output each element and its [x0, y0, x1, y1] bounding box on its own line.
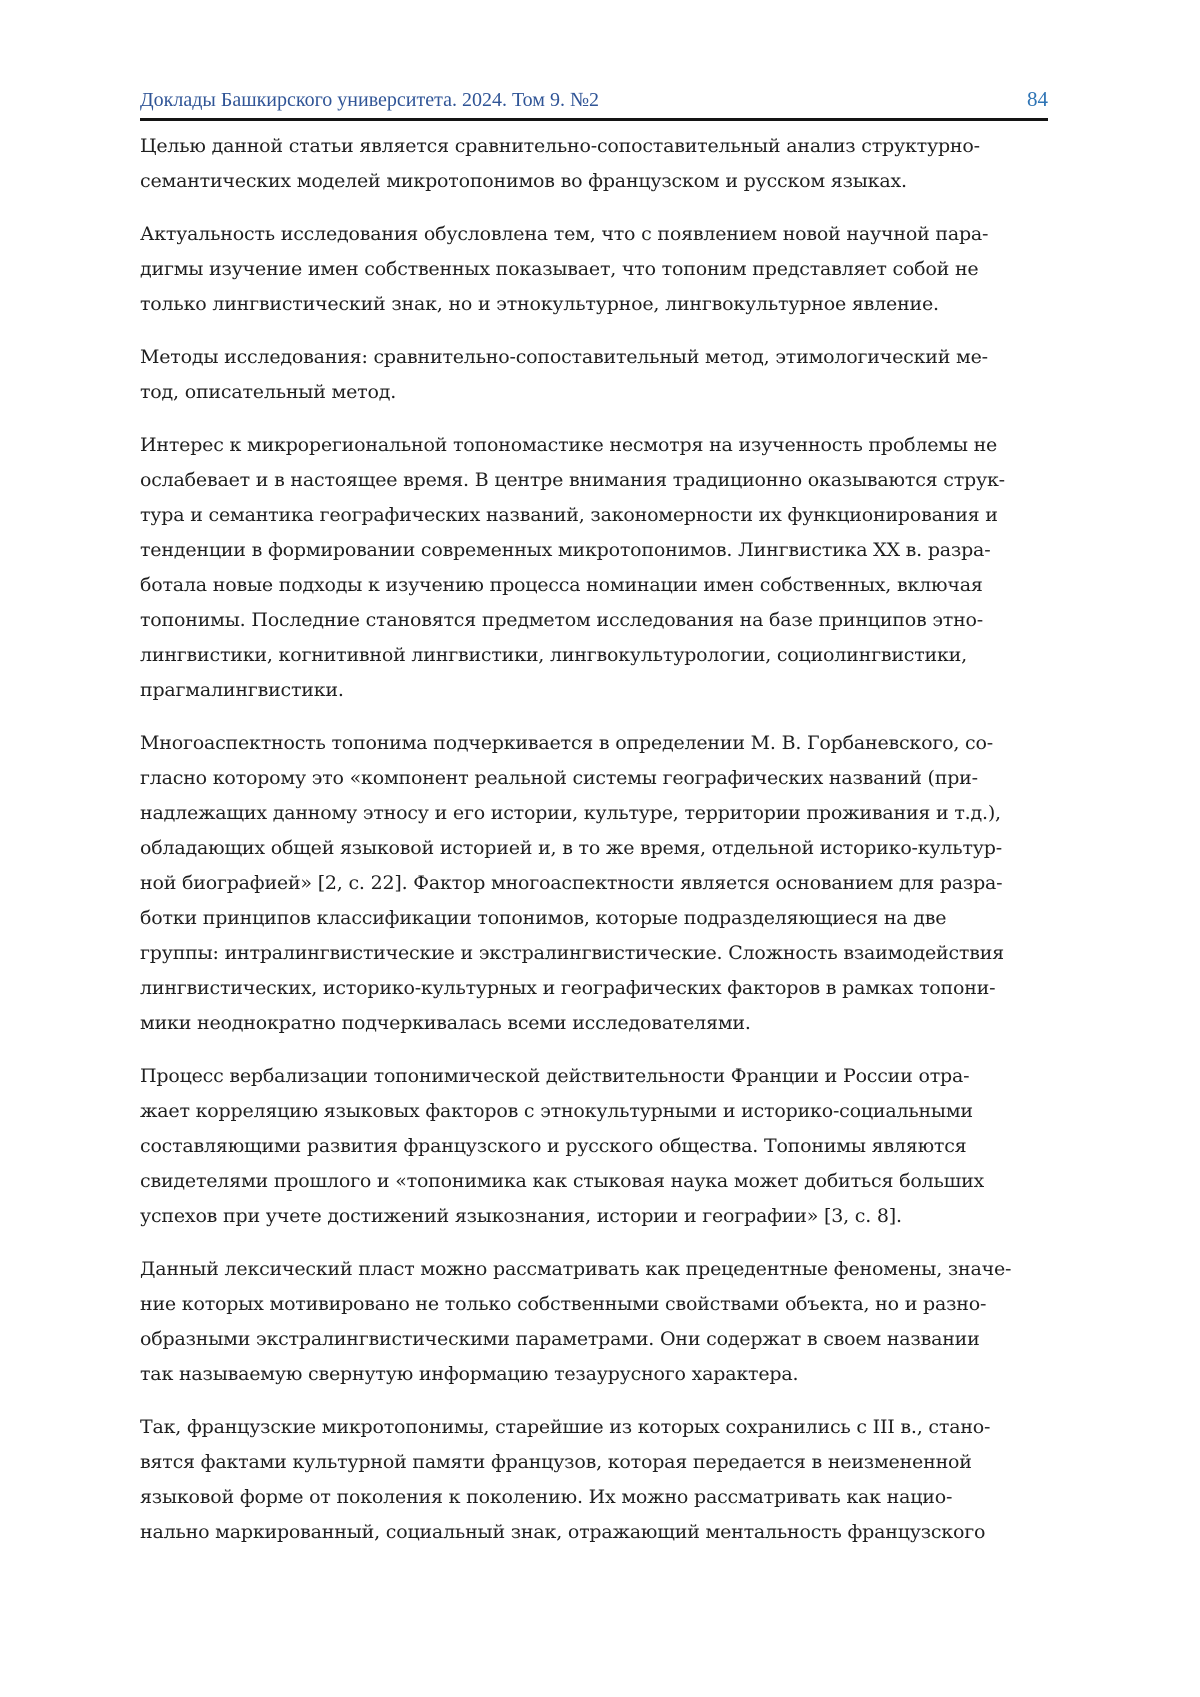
text-line: нально маркированный, социальный знак, отражающий ментальность французского: [140, 1521, 986, 1543]
text-line: свидетелями прошлого и «топонимика как стыковая наука может добиться больших: [140, 1170, 985, 1192]
text-line: языковой форме от поколения к поколению. Их можно рассматривать как нацио-: [140, 1486, 953, 1508]
text-line: тенденции в формировании современных микротопонимов. Лингвистика XX в. разра-: [140, 539, 991, 561]
text-line: гласно которому это «компонент реальной системы географических названий (при-: [140, 767, 978, 789]
paragraph: [140, 428, 1048, 708]
text-line: Многоаспектность топонима подчеркивается в определении М. В. Горбаневского, со-: [140, 732, 993, 754]
text-line: ботала новые подходы к изучению процесса номинации имен собственных, включая: [140, 574, 983, 596]
text-line: Методы исследования: сравнительно-сопоставительный метод, этимологический ме-: [140, 346, 988, 368]
text-line: надлежащих данному этносу и его истории, культуре, территории проживания и т.д.),: [140, 802, 1001, 824]
text-line: Данный лексический пласт можно рассматривать как прецедентные феномены, значе-: [140, 1258, 1012, 1280]
text-line: прагмалингвистики.: [140, 679, 344, 701]
text-line: лингвистических, историко-культурных и географических факторов в рамках топони-: [140, 977, 996, 999]
text-line: образными экстралингвистическими параметрами. Они содержат в своем названии: [140, 1328, 980, 1350]
text-line: Целью данной статьи является сравнительно-сопоставительный анализ структурно-: [140, 135, 980, 157]
paragraph: [140, 217, 1048, 322]
text-line: Так, французские микротопонимы, старейшие из которых сохранились с III в., стано-: [140, 1416, 991, 1438]
text-line: ной биографией» [2, с. 22]. Фактор многоаспектности является основанием для разра-: [140, 872, 1003, 894]
text-line: топонимы. Последние становятся предметом исследования на базе принципов этно-: [140, 609, 984, 631]
text-line: обладающих общей языковой историей и, в то же время, отдельной историко-культур-: [140, 837, 1002, 859]
text-line: группы: интралингвистические и экстралингвистические. Сложность взаимодействия: [140, 942, 1004, 964]
article-body: [140, 129, 1048, 1568]
paragraph: [140, 1059, 1048, 1234]
paragraph: [140, 1252, 1048, 1392]
page-header: [140, 86, 1048, 113]
text-line: ослабевает и в настоящее время. В центре внимания традиционно оказываются струк-: [140, 469, 1005, 491]
paragraph: [140, 1410, 1048, 1550]
text-line: мики неоднократно подчеркивалась всеми исследователями.: [140, 1012, 751, 1034]
text-line: только лингвистический знак, но и этнокультурное, лингвокультурное явление.: [140, 293, 939, 315]
text-line: ботки принципов классификации топонимов, которые подразделяющиеся на две: [140, 907, 947, 929]
text-line: так называемую свернутую информацию тезаурусного характера.: [140, 1363, 799, 1385]
text-line: вятся фактами культурной памяти французов, которая передается в неизмененной: [140, 1451, 972, 1473]
journal-title: Доклады Башкирского университета. 2024. Том 9. №2: [140, 89, 600, 111]
text-line: Процесс вербализации топонимической действительности Франции и России отра-: [140, 1065, 970, 1087]
text-line: тод, описательный метод.: [140, 381, 397, 403]
text-line: тура и семантика географических названий, закономерности их функционирования и: [140, 504, 998, 526]
text-line: ние которых мотивировано не только собственными свойствами объекта, но и разно-: [140, 1293, 987, 1315]
text-line: Интерес к микрорегиональной топономастике несмотря на изученность проблемы не: [140, 434, 998, 456]
page-number: 84: [1027, 87, 1048, 111]
text-line: Актуальность исследования обусловлена тем, что с появлением новой научной пара-: [140, 223, 989, 245]
text-line: успехов при учете достижений языкознания, истории и географии» [3, с. 8].: [140, 1205, 902, 1227]
paragraph: [140, 726, 1048, 1041]
text-line: составляющими развития французского и русского общества. Топонимы являются: [140, 1135, 967, 1157]
header-rule-divider: [140, 118, 1048, 121]
paragraph: [140, 129, 1048, 199]
text-line: жает корреляцию языковых факторов с этнокультурными и историко-социальными: [140, 1100, 973, 1122]
text-line: семантических моделей микротопонимов во французском и русском языках.: [140, 170, 907, 192]
text-line: дигмы изучение имен собственных показывает, что топоним представляет собой не: [140, 258, 979, 280]
text-line: лингвистики, когнитивной лингвистики, лингвокультурологии, социолингвистики,: [140, 644, 967, 666]
paragraph: [140, 340, 1048, 410]
